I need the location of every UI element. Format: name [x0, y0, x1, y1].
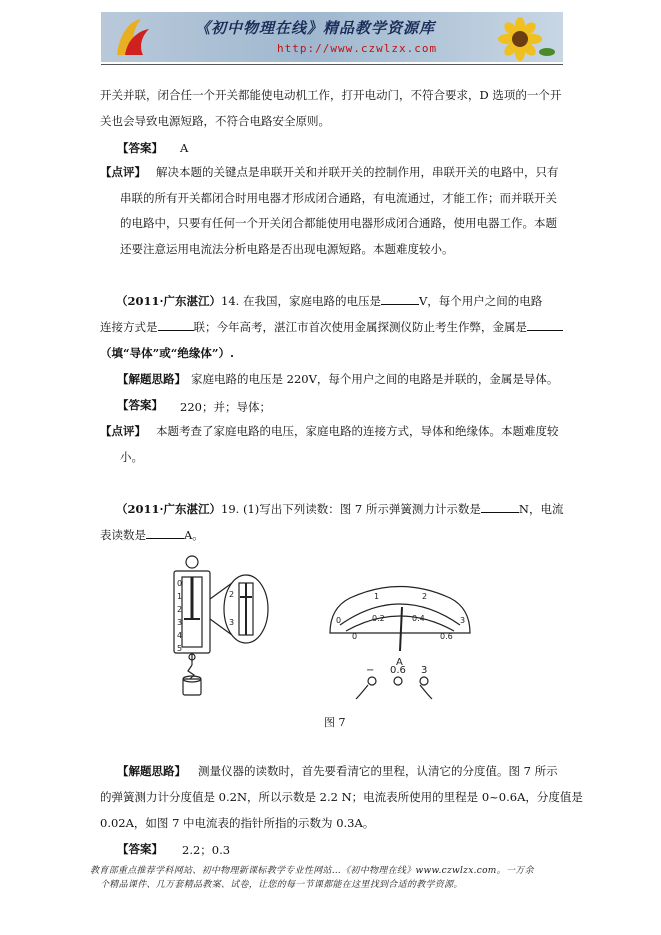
zoom-tick-label: 2 [229, 590, 235, 599]
ammeter-outer-tick: 0 [336, 616, 342, 625]
comment-label: 【点评】 [100, 424, 146, 438]
scale-top-ring [186, 556, 198, 568]
question-source: （2011·广东湛江） [116, 294, 222, 308]
footer-line: 教育部重点推荐学科网站、初中物理新课标教学专业性网站…《初中物理在线》www.czwlzx.com。一万余 [90, 866, 534, 876]
scale-tick-label: 5 [177, 644, 183, 653]
ammeter [330, 587, 470, 700]
comment-text: 的电路中，只要有任何一个开关闭合都能使用电器形成闭合通路，使用电器工作。本题 [120, 216, 557, 230]
question-text: 联；今年高考，湛江市首次使用金属探测仪防止考生作弊，金属是 [193, 320, 527, 334]
site-logo-icon [111, 15, 155, 59]
ammeter-wire [356, 685, 368, 699]
question-line [116, 500, 563, 518]
terminal-label: 3 [421, 665, 428, 676]
analysis-label: 【解题思路】 [117, 764, 186, 778]
analysis-label: 【解题思路】 [117, 372, 186, 386]
analysis-text: 家庭电路的电压是 220V，每个用户之间的电路是并联的，金属是导体。 [191, 372, 559, 386]
text-line: 开关并联，闭合任一个开关都能使电动机工作，打开电动门，不符合要求，D 选项的一个开 [100, 88, 562, 102]
comment-text: 解决本题的关键点是串联开关和并联开关的控制作用，串联开关的电路中，只有 [156, 165, 559, 179]
ammeter-terminal [394, 677, 402, 685]
ammeter-needle [400, 607, 402, 651]
answer-value: A [180, 141, 189, 155]
ammeter-wire [420, 685, 432, 699]
spring-scale [174, 556, 268, 695]
comment-text: 还要注意运用电流法分析电路是否出现电源短路。本题难度较小。 [120, 242, 454, 256]
question-line [116, 292, 542, 310]
ammeter-outer-scale [340, 604, 460, 625]
site-url[interactable]: http://www.czwlzx.com [277, 42, 438, 55]
zoom-tick-label: 3 [229, 618, 235, 627]
ammeter-terminal [368, 677, 376, 685]
terminal-label: − [366, 665, 375, 676]
question-text: A。 [184, 528, 204, 542]
answer-value: 2.2；0.3 [182, 843, 231, 857]
figure-7 [160, 553, 490, 705]
ammeter-unit: A [396, 657, 403, 668]
question-source: （2011·广东湛江） [116, 502, 222, 516]
ammeter-inner-tick: 0.2 [372, 614, 385, 623]
ammeter-outer-tick: 2 [422, 592, 428, 601]
question-text: （填“导体”或“绝缘体”）. [100, 346, 234, 360]
scale-tick-label: 3 [177, 618, 183, 627]
terminal-label: 0.6 [390, 665, 406, 676]
answer-blank[interactable] [481, 500, 519, 513]
scale-tick-label: 1 [177, 592, 183, 601]
footer-line: 个精品课件、几万套精品教案、试卷，让您的每一节课都能在这里找到合适的教学资源。 [100, 880, 463, 890]
comment-text: 小。 [120, 450, 143, 464]
sunflower-icon [485, 16, 555, 62]
answer-label: 【答案】 [117, 141, 163, 155]
scale-tick-label: 0 [177, 579, 183, 588]
question-text: 连接方式是 [100, 320, 158, 334]
spring-scale-labels [177, 579, 234, 653]
ammeter-dial [330, 587, 470, 634]
analysis-text: 的弹簧测力计分度值是 0.2N，所以示数是 2.2 N；电流表所使用的里程是 0~0.6A，分度值是 [100, 790, 583, 804]
scale-tick-label: 4 [177, 631, 183, 640]
question-text: 14. 在我国，家庭电路的电压是 [221, 294, 381, 308]
scale-tick-label: 2 [177, 605, 183, 614]
site-title: 《初中物理在线》精品教学资源库 [195, 19, 436, 37]
scale-hook [188, 665, 194, 679]
analysis-text: 测量仪器的读数时，首先要看清它的里程，认清它的分度值。图 7 所示 [198, 764, 558, 778]
ammeter-outer-tick: 1 [374, 592, 380, 601]
header-rule [101, 64, 563, 65]
text-line: 关也会导致电源短路，不符合电路安全原则。 [100, 114, 330, 128]
question-text: V，每个用户之间的电路 [418, 294, 543, 308]
question-text: 表读数是 [100, 528, 146, 542]
answer-label: 【答案】 [117, 842, 163, 856]
answer-label: 【答案】 [117, 398, 163, 412]
comment-text: 串联的所有开关都闭合时用电器才形成闭合通路，有电流通过，才能工作；而并联开关 [120, 191, 557, 205]
ammeter-inner-tick: 0 [352, 632, 358, 641]
ammeter-inner-tick: 0.4 [412, 614, 425, 623]
question-text: 19. (1)写出下列读数：图 7 所示弹簧测力计示数是 [221, 502, 481, 516]
header-banner [101, 12, 563, 62]
question-line [100, 526, 204, 544]
analysis-text: 0.02A，如图 7 中电流表的指针所指的示数为 0.3A。 [100, 816, 375, 830]
ammeter-terminal [420, 677, 428, 685]
answer-blank[interactable] [146, 526, 184, 539]
ammeter-inner-scale [346, 616, 454, 631]
question-line [100, 318, 563, 336]
comment-text: 本题考查了家庭电路的电压，家庭电路的连接方式，导体和绝缘体。本题难度较 [156, 424, 559, 438]
answer-blank[interactable] [158, 318, 194, 331]
answer-blank[interactable] [527, 318, 563, 331]
answer-blank[interactable] [381, 292, 419, 305]
ammeter-inner-tick: 0.6 [440, 632, 453, 641]
ammeter-outer-tick: 3 [460, 616, 466, 625]
comment-label: 【点评】 [100, 165, 146, 179]
figure-caption: 图 7 [324, 716, 346, 729]
question-text: N，电流 [518, 502, 564, 516]
answer-value: 220；并；导体； [180, 400, 271, 414]
